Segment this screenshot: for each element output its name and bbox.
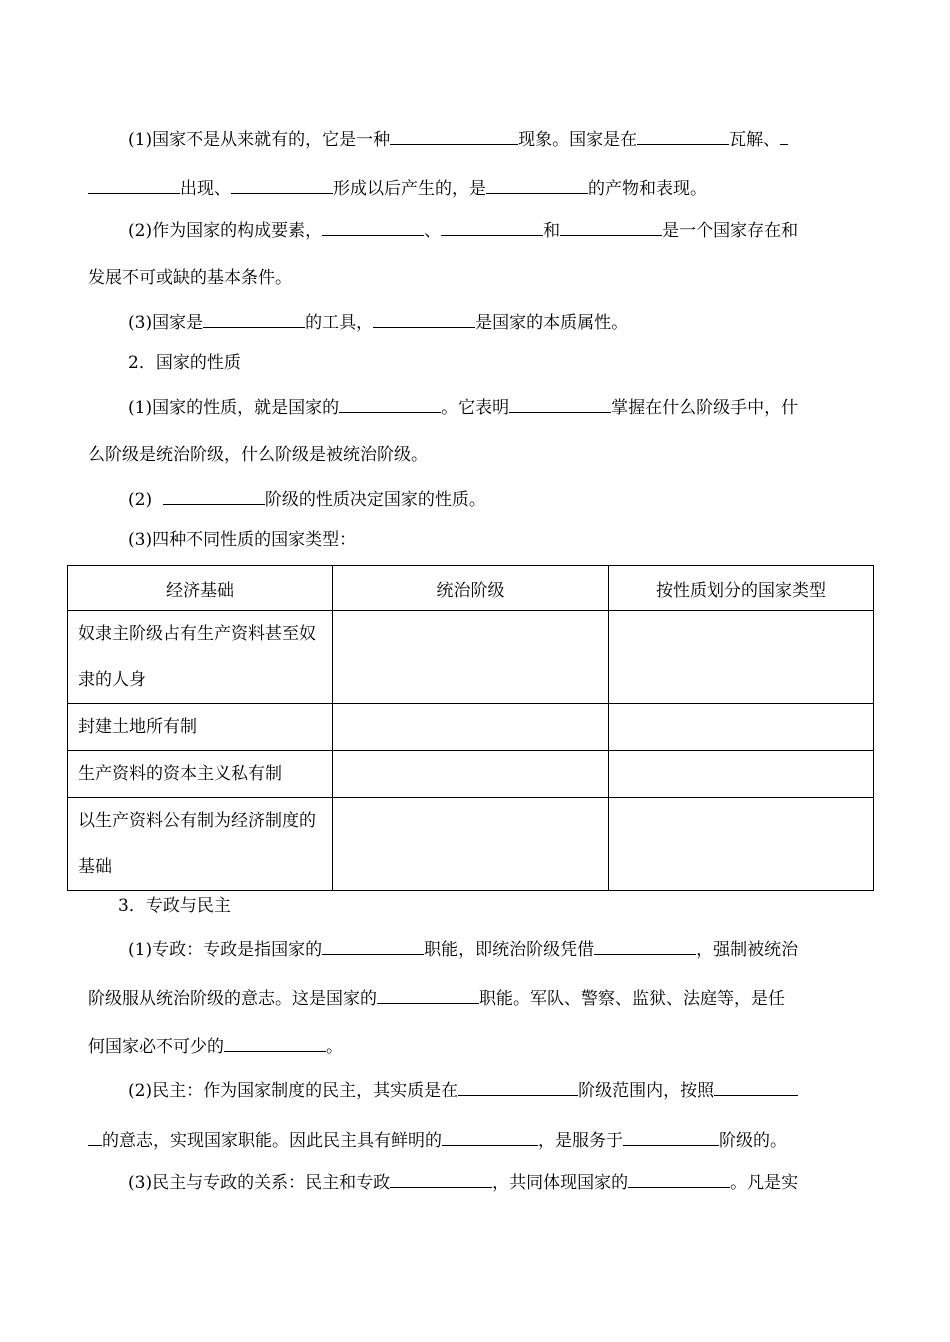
answer-blank[interactable]: [628, 1169, 730, 1188]
answer-blank[interactable]: [88, 175, 180, 194]
text: 和: [543, 221, 561, 241]
economic-base-cell: 生产资料的资本主义私有制: [68, 751, 333, 798]
s3-p1-line2: [88, 985, 785, 1011]
answer-blank[interactable]: [780, 126, 788, 145]
answer-blank[interactable]: [509, 394, 611, 413]
section-heading: 2．国家的性质: [128, 353, 241, 373]
col-header-state-type: 按性质划分的国家类型: [609, 566, 874, 611]
s3-heading: [118, 894, 231, 918]
answer-blank[interactable]: [441, 217, 543, 236]
text: 。: [326, 1037, 343, 1057]
s3-p1-line3: [88, 1033, 343, 1059]
state-types-table: [67, 565, 874, 891]
text: (3)国家是: [128, 313, 204, 333]
economic-base-cell: 以生产资料公有制为经济制度的基础: [68, 798, 333, 891]
text: (1)国家的性质，就是国家的: [128, 398, 340, 418]
answer-blank[interactable]: [594, 936, 696, 955]
text: ，强制被统治: [696, 940, 799, 960]
economic-base-cell: 奴隶主阶级占有生产资料甚至奴隶的人身: [68, 611, 333, 704]
table-row: [68, 611, 874, 704]
answer-blank[interactable]: [88, 1127, 102, 1146]
text: 是国家的本质属性。: [475, 313, 629, 333]
text: 现象。国家是在: [518, 130, 638, 150]
text: 瓦解、: [729, 130, 781, 150]
economic-base-cell: 封建土地所有制: [68, 704, 333, 751]
s2-p2: [128, 486, 486, 512]
text: 职能，即统治阶级凭借: [424, 940, 595, 960]
answer-blank[interactable]: [486, 175, 588, 194]
table-header-row: [68, 566, 874, 611]
text: 掌握在什么阶级手中，什: [611, 398, 799, 418]
text: (2)民主：作为国家制度的民主，其实质是在: [128, 1081, 459, 1101]
text: 的工具，: [305, 313, 374, 333]
answer-blank[interactable]: [714, 1077, 798, 1096]
text: 阶级范围内，按照: [578, 1081, 715, 1101]
s3-p1-line1: [128, 936, 798, 962]
table-row: [68, 798, 874, 891]
answer-blank[interactable]: [390, 1169, 492, 1188]
answer-blank[interactable]: [390, 126, 518, 145]
text: 是一个国家存在和: [662, 221, 799, 241]
text: 阶级的。: [719, 1131, 787, 1151]
text: (1)国家不是从来就有的，它是一种: [128, 130, 391, 150]
table-row: [68, 704, 874, 751]
s2-p3: [128, 528, 356, 552]
answer-blank[interactable]: [377, 985, 479, 1004]
s1-p1-line1: [128, 126, 788, 152]
text: (3)四种不同性质的国家类型：: [128, 530, 357, 550]
ruling-class-answer-cell[interactable]: [333, 704, 609, 751]
text: 、: [424, 221, 442, 241]
text: 阶级的性质决定国家的性质。: [264, 490, 486, 510]
s2-heading: [128, 351, 241, 375]
s1-p1-line2: [88, 175, 707, 201]
answer-blank[interactable]: [322, 936, 424, 955]
answer-blank[interactable]: [623, 1127, 719, 1146]
state-type-answer-cell[interactable]: [609, 611, 874, 704]
text: (2): [128, 490, 153, 510]
s3-p3: [128, 1169, 798, 1195]
answer-blank[interactable]: [339, 394, 441, 413]
s1-p3: [128, 309, 628, 335]
answer-blank[interactable]: [373, 309, 475, 328]
text: 发展不可或缺的基本条件。: [88, 268, 292, 288]
state-type-answer-cell[interactable]: [609, 798, 874, 891]
text: (1)专政：专政是指国家的: [128, 940, 323, 960]
answer-blank[interactable]: [163, 486, 265, 505]
text: (3)民主与专政的关系：民主和专政: [128, 1173, 391, 1193]
text: ，是服务于: [538, 1131, 623, 1151]
text: 。凡是实: [730, 1173, 799, 1193]
ruling-class-answer-cell[interactable]: [333, 611, 609, 704]
answer-blank[interactable]: [458, 1077, 578, 1096]
text: 的产物和表现。: [588, 179, 707, 199]
text: 么阶级是统治阶级，什么阶级是被统治阶级。: [88, 445, 428, 465]
text: 形成以后产生的，是: [333, 179, 486, 199]
text: 职能。军队、警察、监狱、法庭等，是任: [479, 989, 785, 1009]
text: 。它表明: [441, 398, 510, 418]
s2-p1-line2: [88, 443, 428, 467]
answer-blank[interactable]: [203, 309, 305, 328]
answer-blank[interactable]: [231, 175, 333, 194]
table-row: [68, 751, 874, 798]
section-heading: 3．专政与民主: [118, 896, 231, 916]
answer-blank[interactable]: [224, 1033, 326, 1052]
ruling-class-answer-cell[interactable]: [333, 798, 609, 891]
ruling-class-answer-cell[interactable]: [333, 751, 609, 798]
text: (2)作为国家的构成要素，: [128, 221, 323, 241]
state-type-answer-cell[interactable]: [609, 704, 874, 751]
text: 阶级服从统治阶级的意志。这是国家的: [88, 989, 377, 1009]
text: 的意志，实现国家职能。因此民主具有鲜明的: [102, 1131, 442, 1151]
s3-p2-line2: [88, 1127, 787, 1153]
s3-p2-line1: [128, 1077, 798, 1103]
text: ，共同体现国家的: [492, 1173, 629, 1193]
text: 何国家必不可少的: [88, 1037, 224, 1057]
s1-p2-line2: [88, 266, 292, 290]
s1-p2-line1: [128, 217, 798, 243]
state-type-answer-cell[interactable]: [609, 751, 874, 798]
answer-blank[interactable]: [560, 217, 662, 236]
s2-p1-line1: [128, 394, 798, 420]
col-header-economic-base: 经济基础: [68, 566, 333, 611]
answer-blank[interactable]: [442, 1127, 538, 1146]
answer-blank[interactable]: [322, 217, 424, 236]
answer-blank[interactable]: [637, 126, 729, 145]
text: 出现、: [180, 179, 231, 199]
col-header-ruling-class: 统治阶级: [333, 566, 609, 611]
